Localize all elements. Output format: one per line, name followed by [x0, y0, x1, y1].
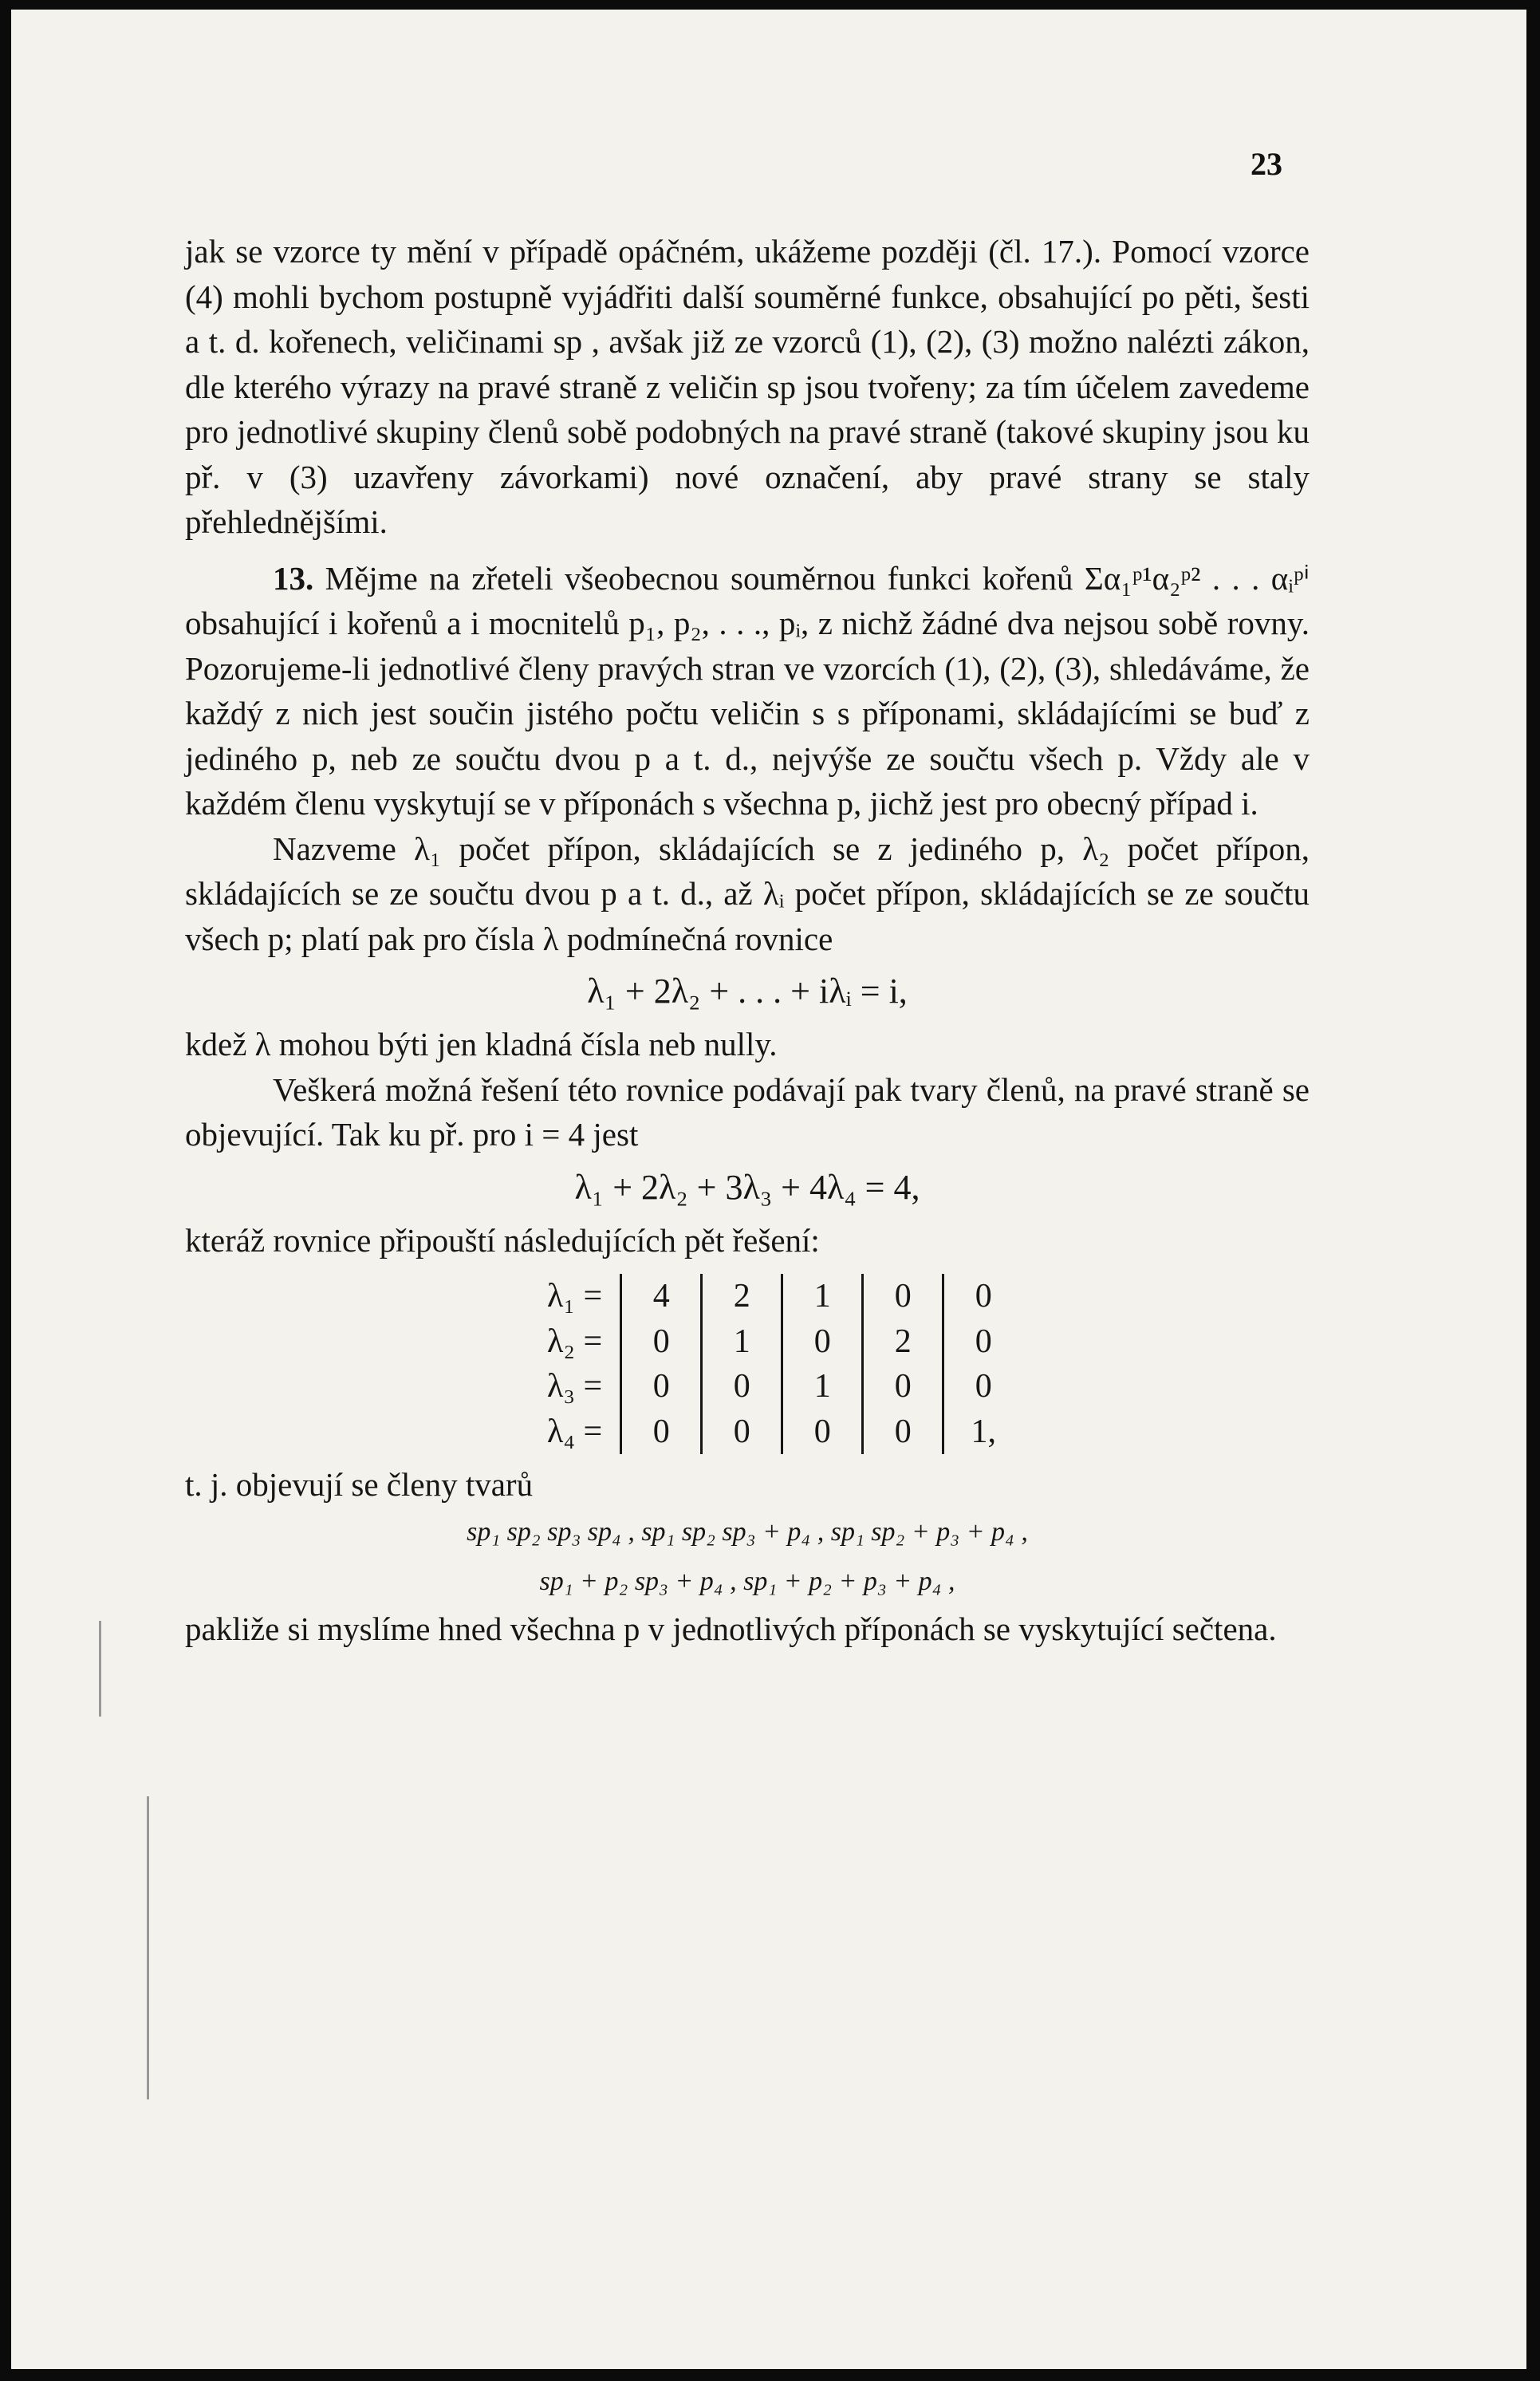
paragraph-1: jak se vzorce ty mění v případě opáčném, ukážeme později (čl. 17.). Pomocí vzorce (4) mohli bychom postupně vyjádřiti další souměrné funkce, obsahující po pěti, šesti a t. d. kořenech, veličinami sp , avšak již ze vzorců (1), (2), (3) možno nalézti zákon, dle kterého výrazy na pravé straně z veličin sp jsou tvořeny; za tím účelem zavedeme pro jednotlivé skupiny členů sobě podobných na pravé straně (takové skupiny jsou ku př. v (3) uzavřeny závorkami) nové označení, aby pravé strany se staly přehlednějšími. — [185, 233, 1310, 540]
table-cell: 0 — [702, 1409, 782, 1455]
table-row — [528, 1319, 1022, 1365]
table-cell: 2 — [863, 1319, 943, 1365]
table-row — [528, 1274, 1022, 1319]
row-label: λ₄ = — [547, 1413, 603, 1450]
paragraph-2-text: Mějme na zřeteli všeobecnou souměrnou funkci kořenů Σα₁ᵖ¹α₂ᵖ² . . . αᵢᵖⁱ obsahující i kořenů a i mocnitelů p₁, p₂, . . ., pᵢ, z nichž žádné dva nejsou sobě rovny. Pozorujeme-li jednotlivé členy pravých stran ve vzorcích (1), (2), (3), shledáváme, že každý z nich jest součin jistého počtu veličin s s příponami, skládajícími se buď z jediného p, neb ze součtu dvou p a t. d., nejvýše ze součtu všech p. Vždy ale v každém členu vyskytují se v příponách s všechna p, jichž jest pro obecný případ i. — [185, 559, 1310, 822]
table-cell: 0 — [863, 1274, 943, 1319]
table-cell: 4 — [621, 1274, 702, 1319]
row-label: λ₁ = — [547, 1278, 603, 1315]
paragraph-2 — [185, 556, 1310, 826]
paragraph-8: pakliže si myslíme hned všechna p v jednotlivých příponách se vyskytující sečtena. — [185, 1610, 1277, 1647]
paragraph-4: kdež λ mohou býti jen kladná čísla neb nully. — [185, 1026, 778, 1062]
margin-mark — [147, 1796, 149, 2099]
table-cell: 0 — [621, 1319, 702, 1365]
table-cell: 0 — [782, 1409, 863, 1455]
terms-line-1: sp₁ sp₂ sp₃ sp₄ , sp₁ sp₂ sp₃ + p₄ , sp₁ sp₂ + p₃ + p₄ , — [467, 1516, 1028, 1547]
table-row — [528, 1409, 1022, 1455]
paragraph-5: Veškerá možná řešení této rovnice podávají pak tvary členů, na pravé straně se objevující. Tak ku př. pro i = 4 jest — [185, 1070, 1310, 1153]
terms-line-2: sp₁ + p₂ sp₃ + p₄ , sp₁ + p₂ + p₃ + p₄ , — [539, 1566, 955, 1596]
row-label: λ₂ = — [547, 1323, 603, 1360]
table-cell: 0 — [621, 1364, 702, 1409]
table-cell: 0 — [863, 1364, 943, 1409]
table-cell: 0 — [943, 1274, 1023, 1319]
table-cell: 0 — [782, 1319, 863, 1365]
paragraph-7: t. j. objevují se členy tvarů — [185, 1466, 534, 1503]
equation-1: λ₁ + 2λ₂ + . . . + iλᵢ = i, — [587, 972, 908, 1011]
table-cell: 2 — [702, 1274, 782, 1319]
margin-mark — [99, 1621, 101, 1717]
table-cell: 1 — [782, 1364, 863, 1409]
table-cell: 0 — [702, 1364, 782, 1409]
table-row — [528, 1364, 1022, 1409]
solutions-table — [528, 1274, 1022, 1454]
page-body — [185, 229, 1310, 1651]
table-cell: 1 — [782, 1274, 863, 1319]
table-cell: 1 — [702, 1319, 782, 1365]
section-number: 13. — [273, 559, 314, 597]
book-page — [11, 10, 1526, 2369]
table-cell: 0 — [621, 1409, 702, 1455]
page-number: 23 — [1251, 146, 1282, 182]
paragraph-3: Nazveme λ₁ počet přípon, skládajících se z jediného p, λ₂ počet přípon, skládajících se ze součtu dvou p a t. d., až λᵢ počet přípon, skládajících se ze součtu všech p; platí pak pro čísla λ podmínečná rovnice — [185, 830, 1310, 957]
row-label: λ₃ = — [547, 1368, 603, 1405]
table-cell: 0 — [943, 1364, 1023, 1409]
table-cell: 0 — [863, 1409, 943, 1455]
table-cell: 1, — [943, 1409, 1023, 1455]
table-cell: 0 — [943, 1319, 1023, 1365]
equation-2: λ₁ + 2λ₂ + 3λ₃ + 4λ₄ = 4, — [574, 1167, 920, 1207]
paragraph-6: kteráž rovnice připouští následujících pět řešení: — [185, 1221, 820, 1259]
